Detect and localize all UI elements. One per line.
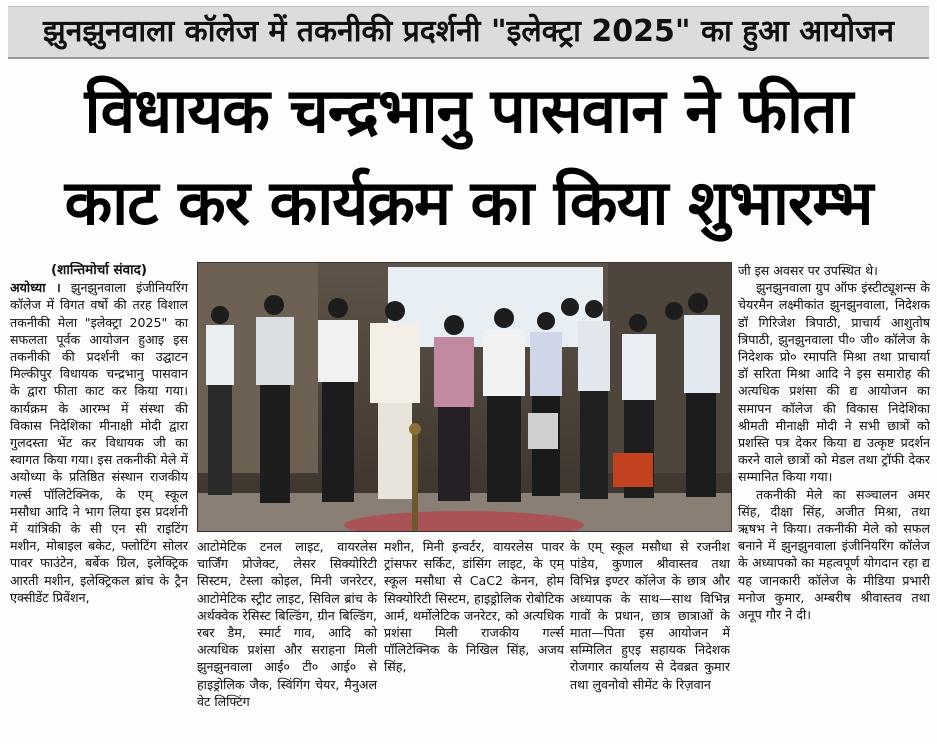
- article-column-5: [738, 262, 930, 742]
- kicker-headline: झुनझुनवाला कॉलेज में तकनीकी प्रदर्शनी "इलेक्ट्रा 2025" का हुआ आयोजन: [8, 6, 929, 59]
- article-text-2: आटोमेटिक टनल लाइट, वायरलेस चार्जिंग प्रोजेक्ट, लेसर सिक्योरिटी सिस्टम, टेस्ला कोइल, मिनी जनरेटर, आटोमेटिक स्ट्रीट लाइट, सिविल ब्रांच के अर्थक्वेक रेसिस्ट बिल्डिंग, ग्रीन बिल्डिंग, रबर डैम, स्मार्ट गाव, आदि को अत्यधिक प्रशंसा और सराहना मिली झुनझुनवाला आई० टी० आई० से हाइड्रोलिक जैक, स्विंगिंग चेयर, मैनुअल वेट लिफ्टिंग: [197, 539, 377, 709]
- article-column-1: [10, 262, 188, 742]
- lamp-stand: [412, 431, 418, 531]
- article-text-3: मशीन, मिनी इन्वर्टर, वायरलेस पावर ट्रांसफर सर्किट, डांसिंग लाइट, के एम् स्कूल मसौधा से CaC2 केनन, होम सिक्योरिटी सिस्टम, हाइड्रोलिक रोबोटिक आर्म, थर्मोलेटिक जनरेटर, को अत्यधिक प्रशंसा मिली राजकीय गर्ल्स पॉलिटेक्निक के निखिल सिंह, अजय सिंह,: [384, 539, 564, 675]
- article-text-5b: झुनझुनवाला ग्रुप ऑफ इंस्टीट्यूशन्स के चेयरमैन लक्ष्मीकांत झुनझुनवाला, निदेशक डॉ गिरिजेश त्रिपाठी, प्राचार्य आशुतोष त्रिपाठी, झुनझुनवाला पी० जी० कॉलेज के निदेशक प्रो० रमापति मिश्रा तथा प्राचार्या डॉ सरिता मिश्रा आदि ने इस समारोह की अत्यधिक प्रशंसा की द्य आयोजन का समापन कॉलेज की विकास निदेशिका श्रीमती मीनाक्षी मोदी ने सभी छात्रों को प्रशस्ति पत्र देकर किया द्य उत्कृष्ट प्रदर्शन करने वाले छात्रों को मेडल तथा ट्रॉफी देकर सम्मानित किया गया।: [738, 280, 930, 485]
- article-place: अयोध्या ।: [10, 280, 61, 296]
- red-machine-prop: [613, 453, 653, 487]
- article-text-5a: जी इस अवसर पर उपस्थित थे।: [738, 263, 878, 278]
- article-text-1: झुनझुनवाला इंजीनियरिंग कॉलेज में विगत वर्षो की तरह विशाल तकनीकी मेला "इलेक्ट्रा 2025" का सफलता पूर्वक आयोजन हुआइ इस तकनीकी की प्रदर्शनी का उद्घाटन मिल्कीपुर विधायक चन्द्रभानु पासवान के द्वारा फीता काट कर किया गया। कार्यक्रम के आरम्भ में संस्था की विकास निदेशिका मीनाक्षी मोदी द्वारा गुलदस्ता भेंट कर विधायक जी का स्वागत किया गया। इस तकनीकी मेले में अयोध्या के प्रतिष्ठित संस्थान राजकीय गर्ल्स पॉलिटेक्निक, के एम् स्कूल मसौधा आदि ने भाग लिया इस प्रदर्शनी में यांत्रिकी के सी एन सी राइटिंग मशीन, मोबाइल बकेट, फ्लोटिंग सोलर पावर फाउंटेन, बर्बेक ग्रिल, इलेक्ट्रिक आरती मशीन, इलेक्ट्रिकल ब्रांच के ट्रैन एक्सीडेंट प्रिवेंशन,: [10, 280, 188, 605]
- bucket-prop: [528, 413, 558, 449]
- article-text-4: के एम् स्कूल मसौधा से रजनीश पांडेय, कुणाल श्रीवास्तव तथा विभिन्न इण्टर कॉलेज के छात्र और अध्यापक के साथ—साथ विभिन्न गावों के प्रधान, छात्र छात्राओं के माता—पिता इस आयोजन में सम्मिलित हुएइ सहायक निदेशक रोजगार कार्यालय से देवब्रत कुमार तथा लुवनोवो सीमेंट के रिज़वान: [570, 539, 730, 692]
- event-photo: [197, 262, 732, 532]
- headline-line-2: काट कर कार्यक्रम का किया शुभारम्भ: [64, 166, 873, 239]
- article-text-5c: तकनीकी मेले का सञ्चालन अमर सिंह, दीक्षा सिंह, अजीत मिश्रा, तथा ऋषभ ने किया। तकनीकी मेले को सफल बनाने में झुनझुनवाला इंजीनियरिंग कॉलेज के अध्यापको का महत्वपूर्ण योगदान रहा द्य यह जानकारी कॉलेज के मीडिया प्रभारी मनोज कुमार, अम्बरीष श्रीवास्तव तथा अनूप गौर ने दी।: [738, 486, 930, 623]
- event-photo-illustration: [198, 263, 731, 531]
- article-column-2: [197, 538, 377, 742]
- article-column-4: [570, 538, 730, 742]
- article-source: (शान्तिमोर्चा संवाद): [50, 262, 147, 278]
- headline-line-1: विधायक चन्द्रभानु पासवान ने फीता: [84, 74, 853, 147]
- article-column-3: [384, 538, 564, 742]
